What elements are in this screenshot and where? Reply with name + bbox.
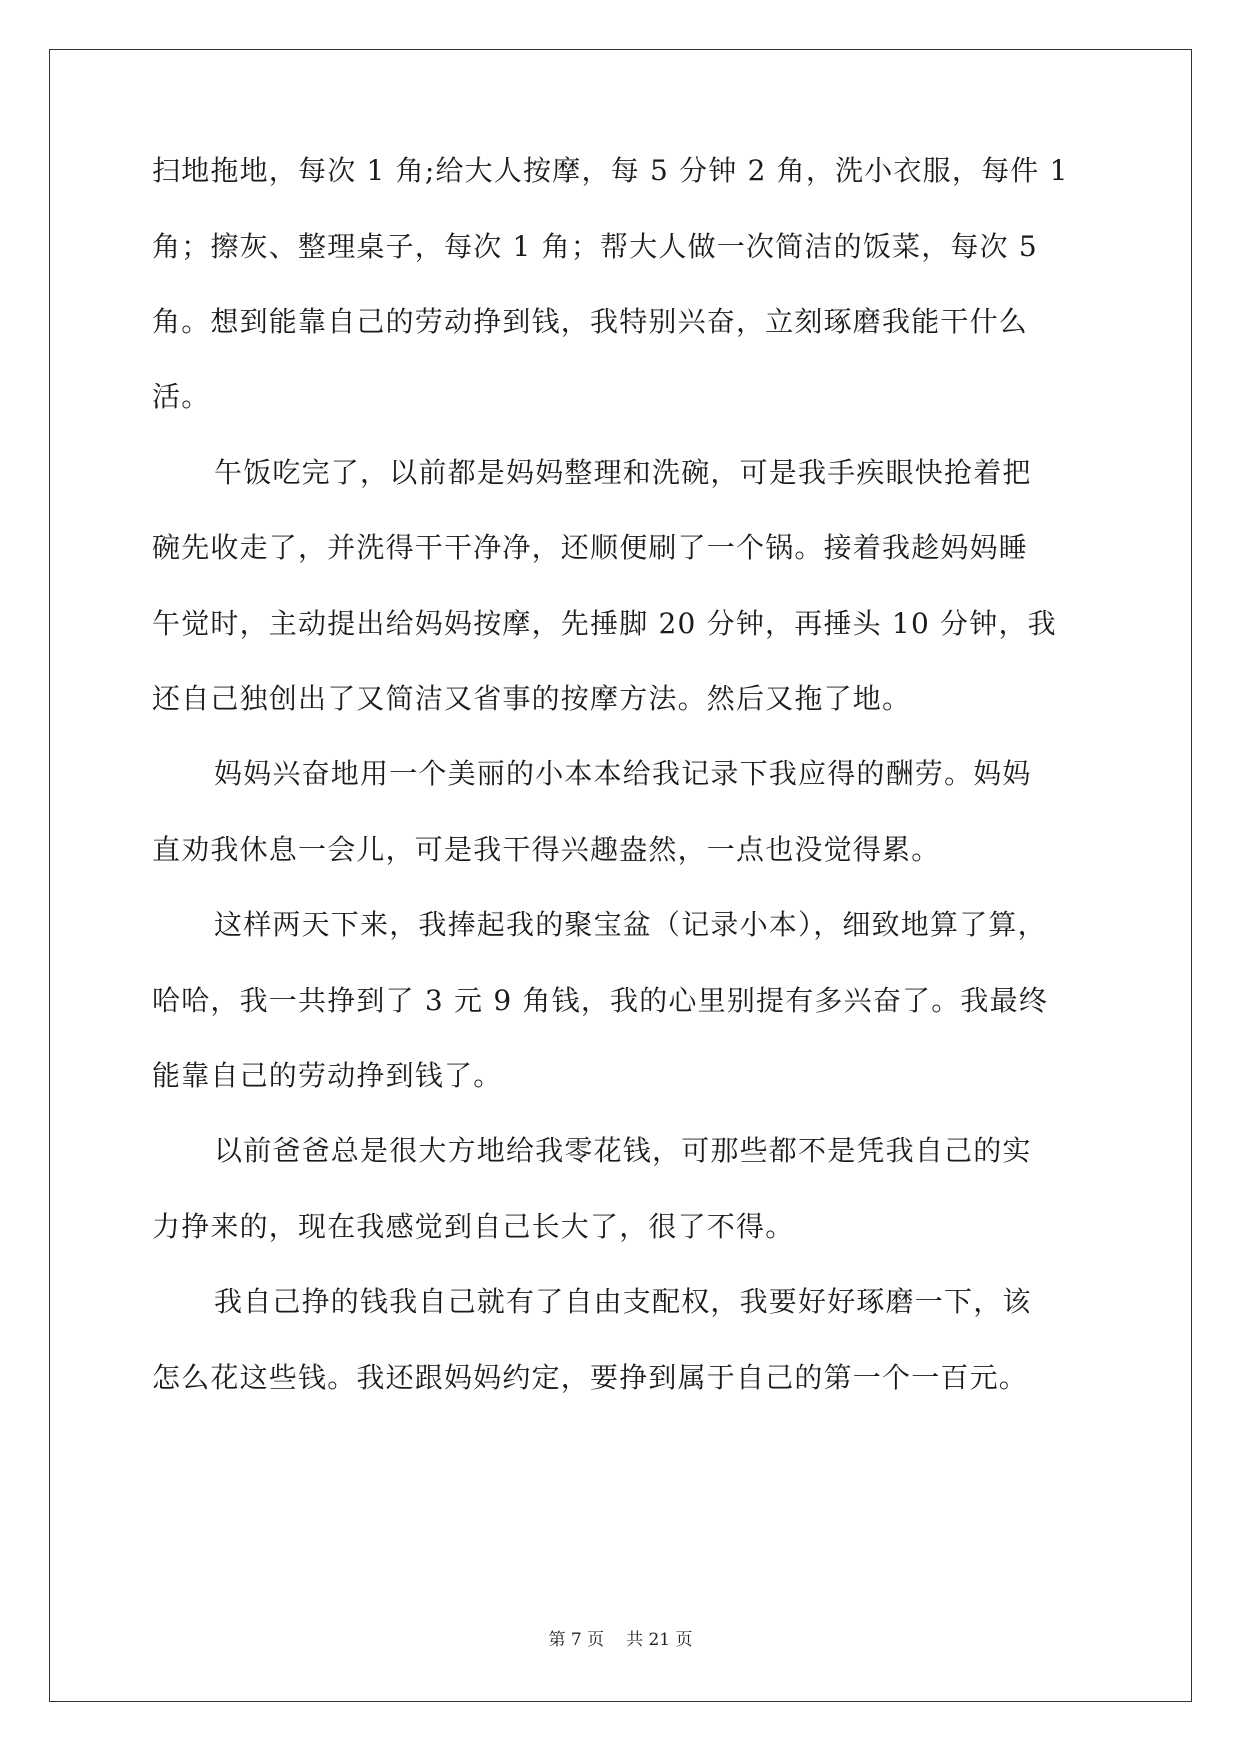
text-line: 午觉时，主动提出给妈妈按摩，先捶脚 20 分钟，再捶头 10 分钟，我 (152, 607, 1057, 640)
text-line: 怎么花这些钱。我还跟妈妈约定，要挣到属于自己的第一个一百元。 (152, 1361, 1029, 1394)
text-line: 角。想到能靠自己的劳动挣到钱，我特别兴奋，立刻琢磨我能干什么 (152, 305, 1029, 338)
text-line: 能靠自己的劳动挣到钱了。 (152, 1059, 503, 1092)
paragraph-start-line: 妈妈兴奋地用一个美丽的小本本给我记录下我应得的酬劳。妈妈 (214, 757, 1032, 790)
page-total: 共 21 页 (626, 1630, 693, 1650)
page-footer (0, 1628, 1241, 1652)
page-border (49, 49, 1192, 1702)
paragraph-start-line: 我自己挣的钱我自己就有了自由支配权，我要好好琢磨一下，该 (214, 1285, 1032, 1318)
text-line: 扫地拖地，每次 1 角;给大人按摩，每 5 分钟 2 角，洗小衣服，每件 1 (152, 154, 1069, 187)
paragraph-start-line: 以前爸爸总是很大方地给我零花钱，可那些都不是凭我自己的实 (214, 1134, 1032, 1167)
page-number: 第 7 页 (548, 1630, 605, 1650)
text-line: 碗先收走了，并洗得干干净净，还顺便刷了一个锅。接着我趁妈妈睡 (152, 531, 1029, 564)
paragraph-start-line: 这样两天下来，我捧起我的聚宝盆（记录小本），细致地算了算， (214, 908, 1047, 941)
text-line: 角；擦灰、整理桌子，每次 1 角；帮大人做一次简洁的饭菜，每次 5 (152, 230, 1038, 263)
text-line: 活。 (152, 380, 211, 413)
text-line: 力挣来的，现在我感觉到自己长大了，很了不得。 (152, 1210, 795, 1243)
text-line: 直劝我休息一会儿，可是我干得兴趣盎然，一点也没觉得累。 (152, 833, 941, 866)
paragraph-start-line: 午饭吃完了，以前都是妈妈整理和洗碗，可是我手疾眼快抢着把 (214, 456, 1032, 489)
text-line: 还自己独创出了又简洁又省事的按摩方法。然后又拖了地。 (152, 682, 912, 715)
text-line: 哈哈，我一共挣到了 3 元 9 角钱，我的心里别提有多兴奋了。我最终 (152, 984, 1049, 1017)
